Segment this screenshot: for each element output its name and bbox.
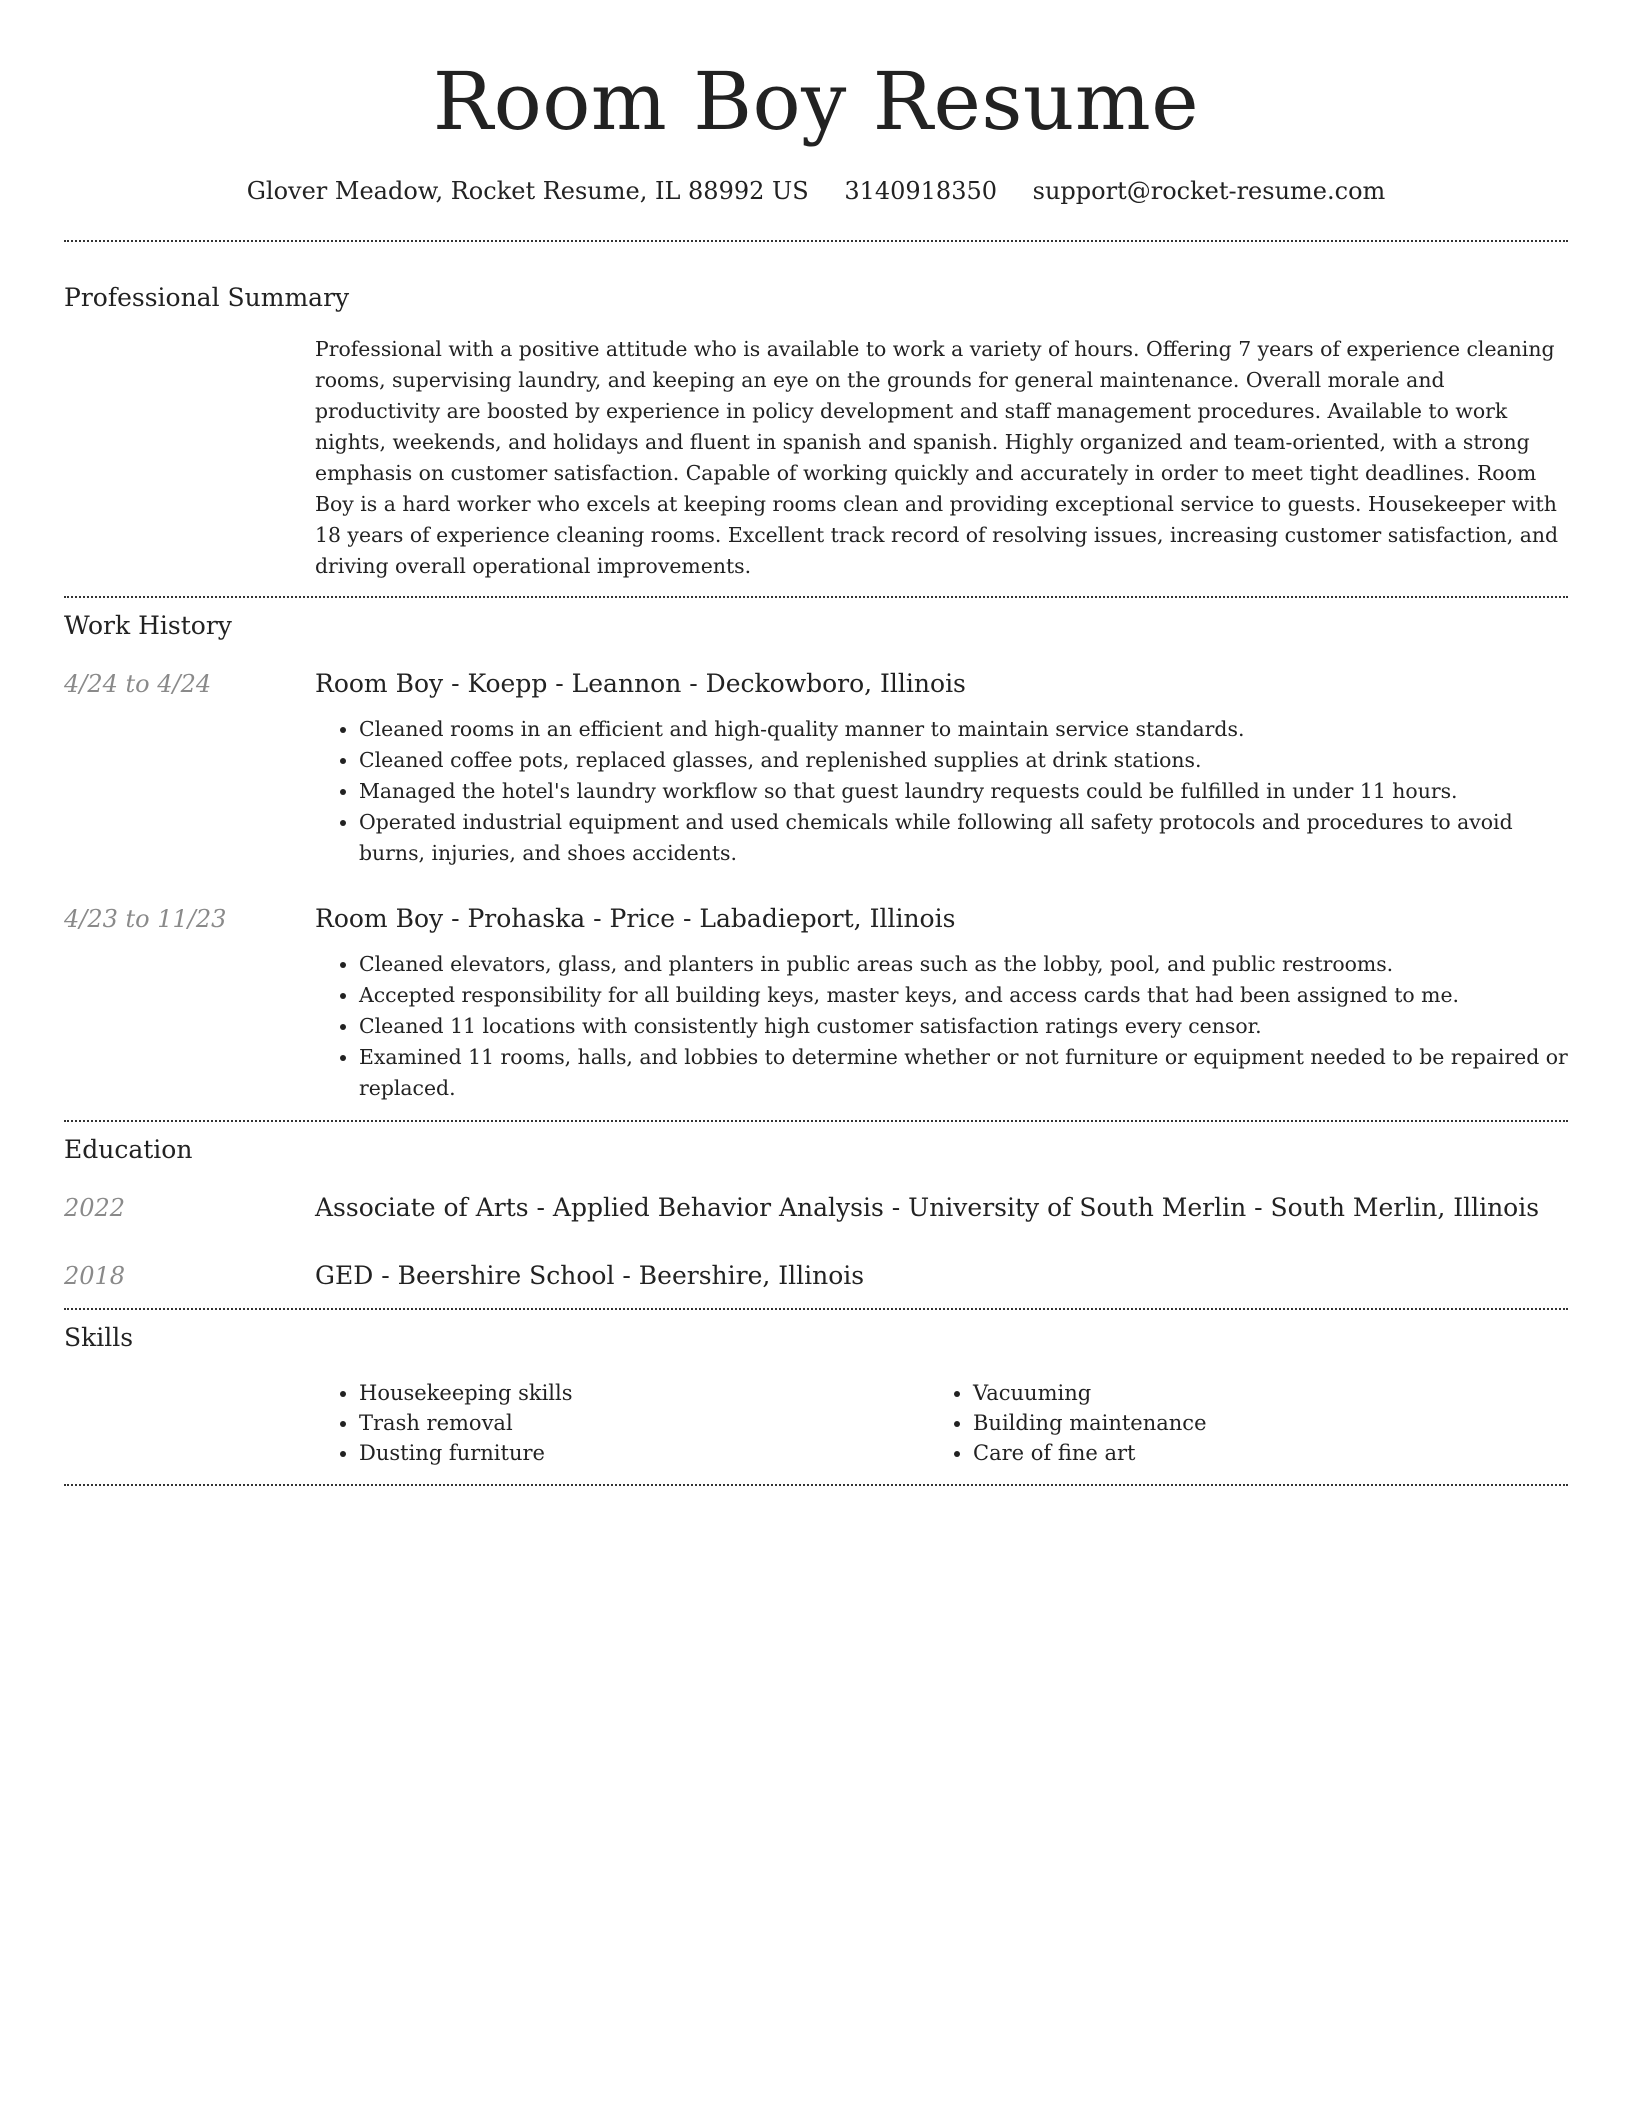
education-entry <box>64 1260 1568 1292</box>
education-year: 2018 <box>64 1262 126 1290</box>
job-bullets <box>315 714 1568 869</box>
job-bullet: • Accepted responsibility for all building keys, master keys, and access cards that had been assigned to me. <box>359 980 1568 1011</box>
job-title: Room Boy - Prohaska - Price - Labadieport, Illinois <box>315 904 956 933</box>
job-bullet: • Cleaned coffee pots, replaced glasses, and replenished supplies at drink stations. <box>359 745 1568 776</box>
job-title: Room Boy - Koepp - Leannon - Deckowboro, Illinois <box>315 669 966 698</box>
skill-item: • Vacuuming <box>973 1378 1543 1408</box>
job-entry <box>64 668 1568 869</box>
address-text: Glover Meadow, Rocket Resume, IL 88992 US <box>246 177 809 205</box>
email-text: support@rocket-resume.com <box>1032 177 1386 205</box>
job-bullet: • Managed the hotel's laundry workflow so that guest laundry requests could be fulfilled in under 11 hours. <box>359 776 1568 807</box>
summary-text: Professional with a positive attitude who is available to work a variety of hours. Offering 7 years of experience cleaning rooms, supervising laundry, and keeping an eye on the grounds for general maintenance. Overall morale and productivity are boosted by experience in policy development and staff management procedures. Available to work nights, weekends, and holidays and fluent in spanish and spanish. Highly organized and team-oriented, with a strong emphasis on customer satisfaction. Capable of working quickly and accurately in order to meet tight deadlines. Room Boy is a hard worker who excels at keeping rooms clean and providing exceptional service to guests. Housekeeper with 18 years of experience cleaning rooms. Excellent track record of resolving issues, increasing customer satisfaction, and driving overall operational improvements. <box>315 337 1559 578</box>
skills-list <box>315 1378 1568 1468</box>
skill-item: • Building maintenance <box>973 1408 1543 1438</box>
skills-column-right <box>929 1378 1543 1468</box>
education-text: GED - Beershire School - Beershire, Illinois <box>315 1261 865 1290</box>
education-year: 2022 <box>64 1194 126 1222</box>
section-divider <box>64 1484 1568 1486</box>
education-text: Associate of Arts - Applied Behavior Analysis - University of South Merlin - South Merlin, Illinois <box>315 1193 1540 1222</box>
education-entry <box>64 1192 1568 1224</box>
skill-item: • Trash removal <box>359 1408 929 1438</box>
job-bullet: • Cleaned 11 locations with consistently high customer satisfaction ratings every censor. <box>359 1011 1568 1042</box>
job-content <box>315 668 1568 869</box>
skill-item: • Dusting furniture <box>359 1438 929 1468</box>
education-heading: Education <box>64 1135 193 1164</box>
section-divider <box>64 1120 1568 1122</box>
summary-heading: Professional Summary <box>64 283 350 312</box>
work-history-heading: Work History <box>64 611 232 640</box>
skill-item: • Housekeeping skills <box>359 1378 929 1408</box>
skills-heading: Skills <box>64 1323 134 1352</box>
resume-title: Room Boy Resume <box>432 55 1200 148</box>
resume-page <box>64 0 1568 1486</box>
job-content <box>315 903 1568 1120</box>
job-bullet: • Cleaned rooms in an efficient and high-quality manner to maintain service standards. <box>359 714 1568 745</box>
section-divider <box>64 1308 1568 1310</box>
contact-line <box>64 176 1568 206</box>
section-divider <box>64 596 1568 598</box>
job-dates: 4/23 to 11/23 <box>64 905 227 933</box>
job-bullet: • Examined 11 rooms, halls, and lobbies to determine whether or not furniture or equipment needed to be repaired or replaced. <box>359 1042 1568 1104</box>
phone-text: 3140918350 <box>844 177 998 205</box>
job-bullets <box>315 949 1568 1104</box>
job-dates: 4/24 to 4/24 <box>64 670 212 698</box>
section-divider <box>64 240 1568 242</box>
skills-column-left <box>315 1378 929 1468</box>
job-bullet: • Cleaned elevators, glass, and planters in public areas such as the lobby, pool, and public restrooms. <box>359 949 1568 980</box>
skill-item: • Care of fine art <box>973 1438 1543 1468</box>
job-bullet: • Operated industrial equipment and used chemicals while following all safety protocols and procedures to avoid burns, injuries, and shoes accidents. <box>359 807 1568 869</box>
job-entry <box>64 903 1568 1120</box>
